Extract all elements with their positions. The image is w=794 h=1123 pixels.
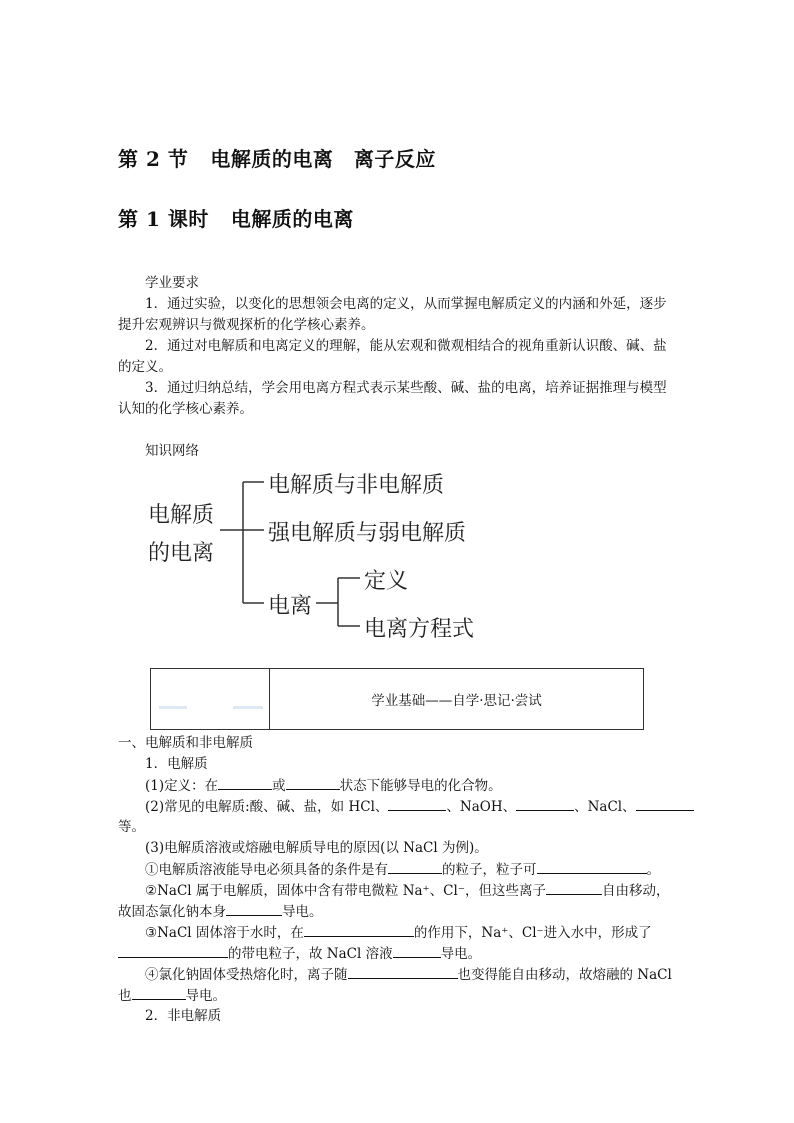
definition-text-b: 或 xyxy=(272,778,286,794)
section-title-text: 电解质的电离 离子反应 xyxy=(210,147,436,171)
blank-9[interactable] xyxy=(226,901,282,916)
blank-13[interactable] xyxy=(348,964,458,979)
subsection-2-heading: 2．非电解质 xyxy=(145,1008,222,1024)
blank-5[interactable] xyxy=(636,796,694,811)
blank-12[interactable] xyxy=(393,943,441,958)
condition-4-line-2 xyxy=(118,985,226,1007)
requirement-3-line-1: 3．通过归纳总结，学会用电离方程式表示某些酸、碱、盐的电离，培养证据推理与模型 xyxy=(145,380,667,396)
requirement-2-line-2: 的定义。 xyxy=(118,359,172,375)
condition-3-text-d: 导电。 xyxy=(440,946,482,962)
common-text-b: 、NaOH、 xyxy=(446,799,517,815)
condition-3-line-2 xyxy=(118,943,481,965)
blank-14[interactable] xyxy=(132,985,186,1000)
blank-8[interactable] xyxy=(546,880,602,895)
conduction-reason: (3)电解质溶液或熔融电解质导电的原因(以 NaCl 为例)。 xyxy=(145,840,488,856)
lesson-number: 第 1 课时 xyxy=(118,207,209,231)
network-leaf-2: 电离方程式 xyxy=(364,617,475,642)
condition-4-text-d: 导电。 xyxy=(185,988,226,1004)
blank-11[interactable] xyxy=(118,943,228,958)
condition-3-text-a: ③NaCl 固体溶于水时，在 xyxy=(145,925,304,941)
network-branch-1: 电解质与非电解质 xyxy=(268,473,445,498)
section-number: 第 2 节 xyxy=(118,147,189,171)
banner-decoration-left xyxy=(159,706,187,709)
requirement-3-line-2: 认知的化学核心素养。 xyxy=(118,401,253,417)
banner-title: 学业基础——自学·思记·尝试 xyxy=(371,693,542,709)
condition-1-text-a: ①电解质溶液能导电必须具备的条件是有 xyxy=(145,862,388,878)
blank-4[interactable] xyxy=(516,796,574,811)
condition-3-text-b: 的作用下，Na⁺、Cl⁻进入水中，形成了 xyxy=(413,925,652,941)
blank-7[interactable] xyxy=(537,859,647,874)
condition-1-line xyxy=(145,859,660,881)
common-text-a: (2)常见的电解质:酸、碱、盐，如 HCl、 xyxy=(145,799,389,815)
condition-3-line-1 xyxy=(145,922,652,944)
common-electrolytes-line xyxy=(145,796,694,818)
condition-2-text-d: 导电。 xyxy=(282,904,323,920)
definition-text-a: (1)定义：在 xyxy=(145,778,219,794)
requirement-1-line-1: 1．通过实验，以变化的思想领会电离的定义，从而掌握电解质定义的内涵和外延，逐步 xyxy=(145,296,667,312)
network-root-line-2: 的电离 xyxy=(148,541,215,566)
condition-2-text-a: ②NaCl 属于电解质，固体中含有带电微粒 Na⁺、Cl⁻，但这些离子 xyxy=(145,883,546,899)
requirement-2-line-1: 2．通过对电解质和电离定义的理解，能从宏观和微观相结合的视角重新认识酸、碱、盐 xyxy=(145,338,667,354)
blank-2[interactable] xyxy=(286,775,340,790)
common-text-c: 、NaCl、 xyxy=(574,799,636,815)
condition-3-text-c: 的带电粒子，故 NaCl 溶液 xyxy=(228,946,393,962)
condition-2-line-1 xyxy=(145,880,669,902)
common-electrolytes-end: 等。 xyxy=(118,819,145,835)
condition-4-line-1 xyxy=(145,964,672,986)
condition-1-text-b: 的粒子，粒子可 xyxy=(442,862,537,878)
requirement-1-line-2: 提升宏观辨识与微观探析的化学核心素养。 xyxy=(118,317,375,333)
condition-2-line-2 xyxy=(118,901,323,923)
condition-2-text-b: 自由移动， xyxy=(601,883,670,899)
blank-3[interactable] xyxy=(388,796,446,811)
condition-1-text-c: 。 xyxy=(646,862,660,878)
blank-6[interactable] xyxy=(388,859,442,874)
condition-2-text-c: 故固态氯化钠本身 xyxy=(118,904,226,920)
network-branch-2: 强电解质与弱电解质 xyxy=(268,521,467,546)
blank-1[interactable] xyxy=(218,775,272,790)
condition-4-text-b: 也变得能自由移动，故熔融的 NaCl xyxy=(457,967,672,983)
requirements-heading: 学业要求 xyxy=(145,275,199,291)
condition-4-text-a: ④氯化钠固体受热熔化时，离子随 xyxy=(145,967,348,983)
network-branch-3: 电离 xyxy=(268,594,313,619)
definition-text-c: 状态下能够导电的化合物。 xyxy=(339,778,502,794)
section-1-heading: 一、电解质和非电解质 xyxy=(118,735,253,751)
section-banner xyxy=(150,668,644,730)
banner-decoration-right xyxy=(233,706,263,709)
network-root-line-1: 电解质 xyxy=(148,503,215,528)
network-leaf-1: 定义 xyxy=(364,569,409,594)
network-heading: 知识网络 xyxy=(145,443,199,459)
lesson-title-text: 电解质的电离 xyxy=(230,207,354,231)
condition-4-text-c: 也 xyxy=(118,988,132,1004)
subsection-1-heading: 1．电解质 xyxy=(145,756,208,772)
blank-10[interactable] xyxy=(304,922,414,937)
definition-line xyxy=(145,775,502,797)
